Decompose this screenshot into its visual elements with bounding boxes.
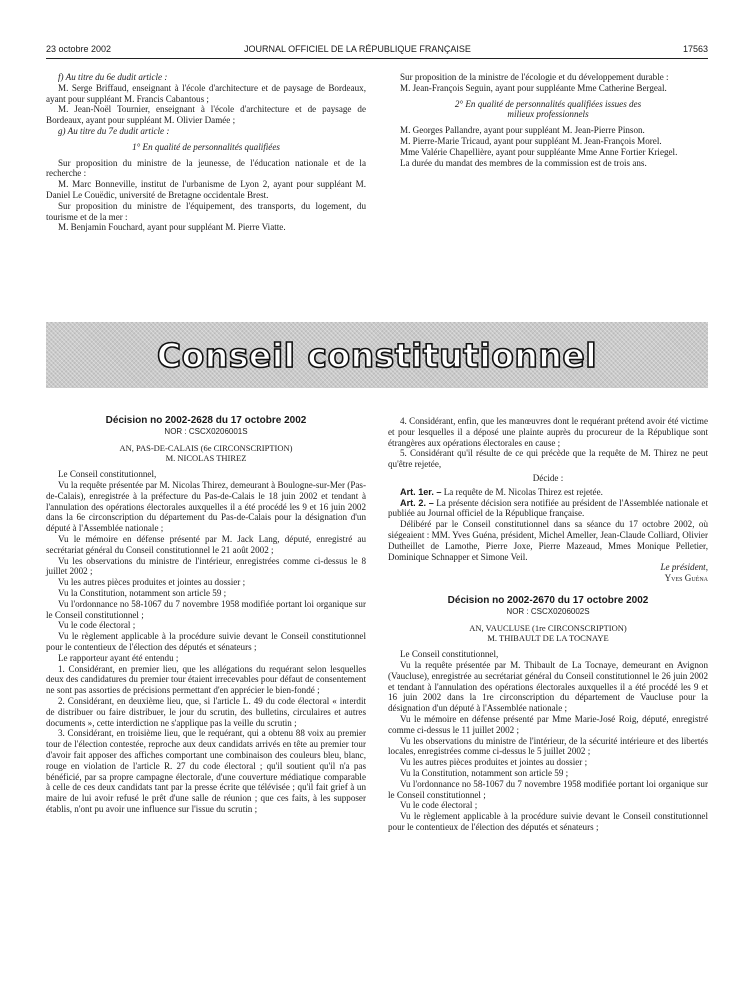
article-text: La requête de M. Nicolas Thirez est rejetée. [443,486,603,497]
header-journal-title: JOURNAL OFFICIEL DE LA RÉPUBLIQUE FRANÇAISE [244,44,471,54]
paragraph: Sur proposition du ministre de la jeunesse, de l'éducation nationale et de la recherche : [46,157,366,179]
candidate-name: M. THIBAULT DE LA TOCNAYE [487,633,609,644]
paragraph: Vu le code électoral ; [58,620,136,631]
paragraph: Vu les autres pièces produites et jointes au dossier ; [400,757,588,768]
paragraph: Vu la requête présentée par M. Thibault de La Tocnaye, demeurant en Avignon (Vaucluse), enregistrée au secrétariat général du Conseil constitutionnel le 26 juin 2002 et tendant à l'annulation des opérations électorales auxquelles il a été procédé les 9 et 16 juin 2002 dans la 1re circonscription du département de Vaucluse pour la désignation d'un député à l'Assemblée nationale ; [388,659,708,714]
paragraph: Vu la requête présentée par M. Nicolas Thirez, demeurant à Boulogne-sur-Mer (Pas-de-Calais), enregistrée à la préfecture du Pas-de-Calais le 18 juin 2002 et tendant à l'annulation des opérations électorales auxquelles il a été procédé les 9 et 16 juin 2002 dans la 6e circonscription du département du Pas-de-Calais pour la désignation d'un député à l'Assemblée nationale ; [46,479,366,534]
paragraph: M. Jean-François Seguin, ayant pour suppléante Mme Catherine Bergeal. [400,82,667,93]
paragraph: Vu la Constitution, notamment son article 59 ; [58,587,227,598]
paragraph: Vu le règlement applicable à la procédure suivie devant le Conseil constitutionnel pour le contentieux de l'élection des députés et sénateurs ; [388,811,708,832]
section-heading: 1° En qualité de personnalités qualifiées [132,141,280,152]
paragraph: Vu l'ordonnance no 58-1067 du 7 novembre 1958 modifiée portant loi organique sur le Conseil constitutionnel ; [46,598,366,620]
circonscription: AN, VAUCLUSE (1re CIRCONSCRIPTION) [469,622,627,633]
paragraph: Vu les observations du ministre de l'intérieur, enregistrées comme ci-dessus le 8 juillet 2002 ; [46,555,366,577]
article-text: La présente décision sera notifiée au président de l'Assemblée nationale et publiée au Journal officiel de la République française. [388,497,708,519]
paragraph: Vu le mémoire en défense présenté par M. Jack Lang, député, enregistré au secrétariat général du Conseil constitutionnel le 21 août 2002 ; [46,533,366,555]
paragraph: 4. Considérant, enfin, que les manœuvres dont le requérant prétend avoir été victime et pour lesquelles il a déposé une plainte auprès du procureur de la République sont étrangères aux opérations électorales en cause ; [388,416,708,448]
paragraph: M. Georges Pallandre, ayant pour suppléant M. Jean-Pierre Pinson. [400,125,645,136]
top-right-column [388,72,708,168]
article-label: Art. 2. – [400,497,434,508]
paragraph: M. Serge Briffaud, enseignant à l'école d'architecture et de paysage de Bordeaux, ayant pour suppléant M. Francis Cabantous ; [46,82,366,104]
paragraph: Vu la Constitution, notamment son article 59 ; [400,767,569,778]
header-page-number: 17563 [682,44,708,54]
paragraph: Délibéré par le Conseil constitutionnel dans sa séance du 17 octobre 2002, où siégeaient : MM. Yves Guéna, président, Michel Ameller, Jean-Claude Colliard, Olivier Dutheillet de Lamothe, Pierre Joxe, Pierre Mazeaud, Mmes Monique Pelletier, Dominique Schnapper et Simone Veil. [388,519,708,562]
paragraph: Mme Valérie Chapellière, ayant pour suppléante Mme Anne Fortier Kriegel. [400,146,678,157]
paragraph: 5. Considérant qu'il résulte de ce qui précède que la requête de M. Thirez ne peut qu'être rejetée, [388,448,708,470]
decision-1-right-column [388,416,708,833]
paragraph: Le rapporteur ayant été entendu ; [58,652,179,663]
header-rule [46,58,708,59]
section-banner [46,322,708,388]
paragraph: Le Conseil constitutionnel, [400,649,499,660]
paragraph: Vu les observations du ministre de l'intérieur, de la sécurité intérieure et des libertés locales, enregistrées comme ci-dessus le 5 juillet 2002 ; [388,735,708,757]
paragraph: M. Benjamin Fouchard, ayant pour suppléant M. Pierre Viatte. [58,222,286,233]
signature-role: Le président, [660,562,708,573]
header-date: 23 octobre 2002 [46,44,112,54]
paragraph: Vu le règlement applicable à la procédure suivie devant le Conseil constitutionnel pour le contentieux de l'élection des députés et sénateurs ; [46,631,366,652]
decide-heading: Décide : [532,472,564,483]
nor-reference: NOR : CSCX0206001S [164,426,248,436]
paragraph: Vu le mémoire en défense présenté par Mme Marie-José Roig, député, enregistré comme ci-dessus le 11 juillet 2002 ; [388,713,708,735]
top-left-column [46,72,366,233]
paragraph: La durée du mandat des membres de la commission est de trois ans. [400,157,647,168]
paragraph: f) Au titre du 6e dudit article : [58,72,168,82]
article-label: Art. 1er. – [400,486,442,497]
decision-title: Décision no 2002-2670 du 17 octobre 2002 [447,594,649,606]
paragraph: Vu les autres pièces produites et jointes au dossier ; [58,577,246,588]
decision-1-left-column [46,416,366,815]
paragraph: M. Jean-Noël Tournier, enseignant à l'école d'architecture et de paysage de Bordeaux, ayant pour suppléant M. Olivier Damée ; [46,104,366,126]
candidate-name: M. NICOLAS THIREZ [165,453,247,464]
paragraph: 2. Considérant, en deuxième lieu, que, si l'article L. 49 du code électoral « interdit de distribuer ou faire distribuer, le jour du scrutin, des bulletins, circulaires et autres documents », cette interdiction ne s'applique pas la veille du scrutin ; [46,695,366,728]
decision-title: Décision no 2002-2628 du 17 octobre 2002 [105,415,307,426]
paragraph: Sur proposition du ministre de l'équipement, des transports, du logement, du tourisme et de la mer : [46,200,366,222]
paragraph: 1. Considérant, en premier lieu, que les allégations du requérant selon lesquelles deux des candidatures du premier tour étaient irrecevables pour défaut de consentement ne sont pas assorties de précisions permettant d'en apprécier le bien-fondé ; [46,663,366,696]
paragraph: g) Au titre du 7e dudit article : [58,125,170,136]
circonscription: AN, PAS-DE-CALAIS (6e CIRCONSCRIPTION) [119,442,293,453]
paragraph: Sur proposition de la ministre de l'écologie et du développement durable : [400,72,669,82]
paragraph: M. Pierre-Marie Tricaud, ayant pour suppléant M. Jean-François Morel. [400,135,662,146]
paragraph: Vu le code électoral ; [400,800,478,811]
paragraph: 3. Considérant, en troisième lieu, que le requérant, qui a obtenu 88 voix au premier tour de l'élection contestée, reproche aux deux candidats arrivés en tête au premier tour d'avoir fait apposer des affiches comportant une combinaison des couleurs bleu, blanc, rouge en violation de l'article R. 27 du code électoral ; qu'il soutient qu'il n'a pas bénéficié, par sa propre campagne électorale, d'une couverture médiatique comparable à celle de ces deux candidats tant par la presse écrite que télévisée ; qu'il fait grief à un maire de lui avoir refusé le prêt d'une salle de réunion ; que ces faits, à les supposer établis, n'ont pu avoir une influence sur l'issue du scrutin ; [46,728,366,814]
paragraph: Le Conseil constitutionnel, [58,469,157,480]
nor-reference: NOR : CSCX0206002S [506,606,590,616]
signature-name: Yves Guéna [664,573,708,584]
paragraph: M. Marc Bonneville, institut de l'urbanisme de Lyon 2, ayant pour suppléant M. Daniel Le Couëdic, université de Bretagne occidentale Brest. [46,179,366,200]
paragraph: Vu l'ordonnance no 58-1067 du 7 novembre 1958 modifiée portant loi organique sur le Conseil constitutionnel ; [388,778,708,800]
section-heading: 2° En qualité de personnalités qualifiées issues des milieux professionnels [454,98,642,120]
banner-title: Conseil constitutionnel [156,336,598,375]
